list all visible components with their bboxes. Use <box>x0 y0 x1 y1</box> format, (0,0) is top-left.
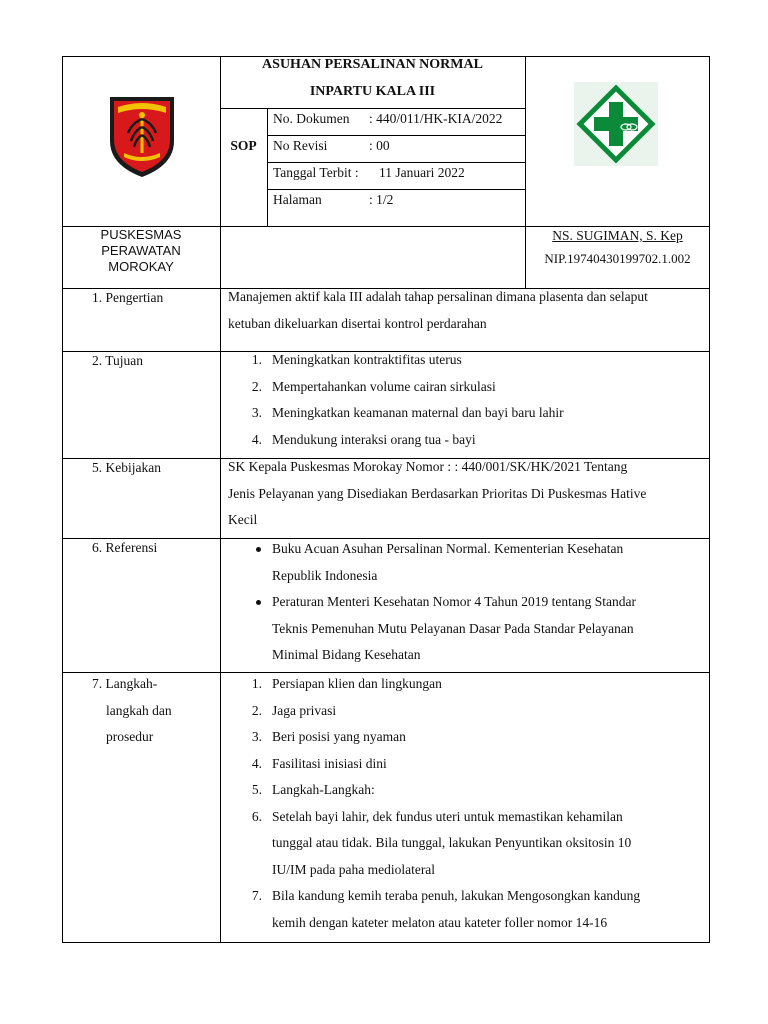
doc-number-value: : 440/011/HK-KIA/2022 <box>369 111 503 126</box>
revision-label: No Revisi <box>273 138 328 153</box>
section-body-kebijakan <box>228 454 646 534</box>
doc-number-label: No. Dokumen <box>273 111 350 126</box>
reference-line: Peraturan Menteri Kesehatan Nomor 4 Tahun 2019 tentang Standar <box>272 594 636 609</box>
step-line: Bila kandung kemih teraba penuh, lakukan Mengosongkan kandung <box>272 888 641 903</box>
text-line: ketuban dikeluarkan disertai kontrol perdarahan <box>228 315 487 331</box>
text-line: Manajemen aktif kala III adalah tahap persalinan dimana plasenta dan selaput <box>228 289 648 304</box>
item-number: 2. <box>251 702 262 718</box>
divider <box>220 56 221 943</box>
divider <box>267 189 525 190</box>
reference-line: Teknis Pemenuhan Mutu Pelayanan Dasar Pada Standar Pelayanan <box>272 620 634 636</box>
crest-icon <box>106 93 178 179</box>
step-line: Beri posisi yang nyaman <box>272 729 406 744</box>
reference-line: Buku Acuan Asuhan Persalinan Normal. Kementerian Kesehatan <box>272 541 624 556</box>
divider <box>267 135 525 136</box>
bullet-icon <box>256 600 261 605</box>
label-line: 7. Langkah- <box>92 676 158 691</box>
section-body-pengertian <box>228 284 648 337</box>
puskesmas-logo <box>574 82 658 166</box>
step-line: Fasilitasi inisiasi dini <box>272 755 387 771</box>
item-number: 5. <box>251 782 262 797</box>
signer-name: NS. SUGIMAN, S. Kep <box>552 228 683 243</box>
text-line: Kecil <box>228 512 258 527</box>
item-number: 2. <box>251 378 262 394</box>
item-number: 7. <box>251 888 262 903</box>
issue-date-value: 11 Januari 2022 <box>379 165 465 180</box>
section-label-referensi: 6. Referensi <box>92 540 158 555</box>
revision-value: : 00 <box>369 138 390 153</box>
item-text: Meningkatkan kontraktifitas uterus <box>272 352 462 367</box>
item-number: 3. <box>251 729 262 744</box>
step-line: Jaga privasi <box>272 702 337 718</box>
bullet-icon <box>256 547 261 552</box>
page-value: : 1/2 <box>369 192 394 207</box>
item-number: 1. <box>251 676 262 691</box>
list-tujuan <box>240 347 700 455</box>
item-text: Meningkatkan keamanan maternal dan bayi baru lahir <box>272 405 564 420</box>
document-title-line2: INPARTU KALA III <box>309 84 436 99</box>
item-number: 6. <box>251 808 262 824</box>
list-langkah <box>240 671 700 939</box>
step-line: Langkah-Langkah: <box>272 782 375 797</box>
step-line: tunggal atau tidak. Bila tunggal, lakukan Penyuntikan oksitosin 10 <box>272 835 632 850</box>
org-name-line1: PUSKESMAS <box>100 227 182 242</box>
section-label-pengertian: 1. Pengertian <box>92 290 164 305</box>
item-number: 4. <box>251 755 262 771</box>
document-title-line1: ASUHAN PERSALINAN NORMAL <box>262 57 483 72</box>
text-line: SK Kepala Puskesmas Morokay Nomor : : 440/001/SK/HK/2021 Tentang <box>228 459 628 474</box>
org-name-line3: MOROKAY <box>108 259 174 274</box>
org-name-line2: PERAWATAN <box>101 243 181 258</box>
item-number: 3. <box>251 405 262 420</box>
signer-nip: NIP.19740430199702.1.002 <box>544 251 691 266</box>
step-line: kemih dengan kateter melaton atau kateter foller nomor 14-16 <box>272 914 608 930</box>
label-line: prosedur <box>106 729 154 744</box>
section-label-kebijakan: 5. Kebijakan <box>92 460 161 475</box>
item-number: 1. <box>251 352 262 367</box>
item-text: Mempertahankan volume cairan sirkulasi <box>272 378 496 394</box>
item-number: 4. <box>251 431 262 447</box>
step-line: IU/IM pada paha mediolateral <box>272 861 436 877</box>
health-cross-icon <box>574 82 658 166</box>
section-label-langkah <box>92 671 172 751</box>
sop-label: SOP <box>230 138 257 153</box>
step-line: Persiapan klien dan lingkungan <box>272 676 442 691</box>
list-referensi <box>250 536 700 670</box>
section-label-tujuan: 2. Tujuan <box>92 353 144 368</box>
divider <box>267 162 525 163</box>
page-label: Halaman <box>273 192 322 207</box>
step-line: Setelah bayi lahir, dek fundus uteri untuk memastikan kehamilan <box>272 808 623 824</box>
text-line: Jenis Pelayanan yang Disediakan Berdasarkan Prioritas Di Puskesmas Hative <box>228 485 647 501</box>
reference-line: Minimal Bidang Kesehatan <box>272 647 421 662</box>
label-line: langkah dan <box>106 702 172 718</box>
issue-date-label: Tanggal Terbit : <box>273 165 359 180</box>
item-text: Mendukung interaksi orang tua - bayi <box>272 431 476 447</box>
divider <box>220 108 525 109</box>
reference-line: Republik Indonesia <box>272 567 378 583</box>
regional-crest-logo <box>106 93 178 179</box>
divider <box>267 108 268 226</box>
